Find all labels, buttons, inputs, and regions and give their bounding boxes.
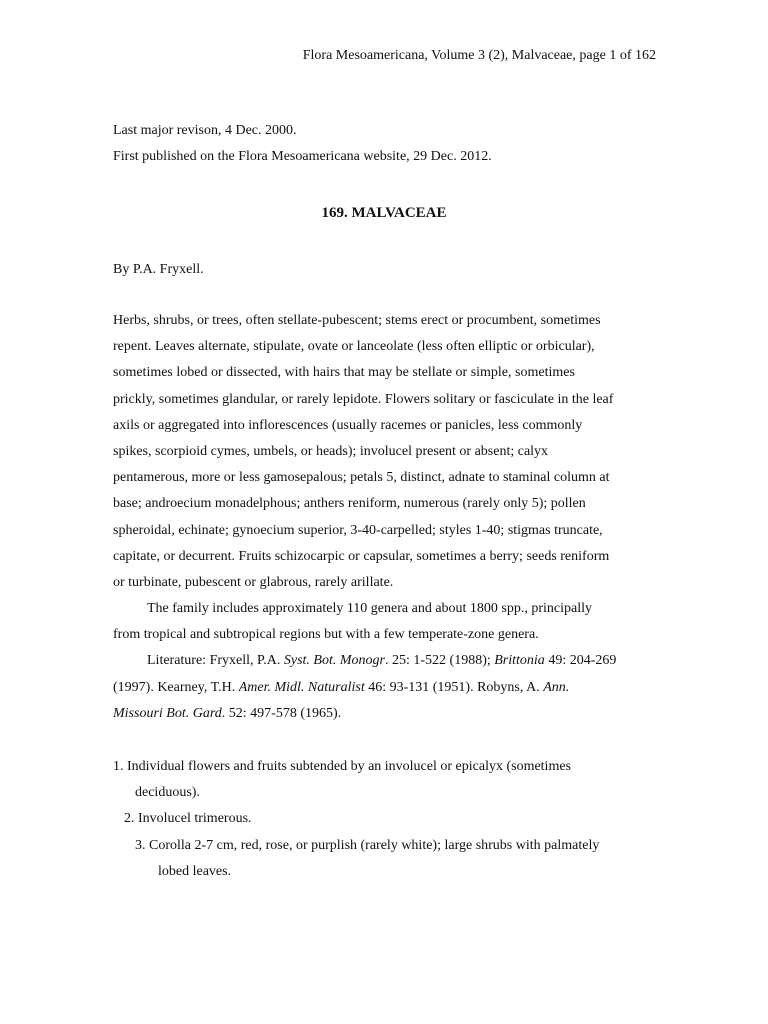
description-line: prickly, sometimes glandular, or rarely lepidote. Flowers solitary or fasciculate in the leaf <box>113 391 614 407</box>
distribution-line: The family includes approximately 110 genera and about 1800 spp., principally <box>147 601 593 617</box>
key-couplet-3-cont: lobed leaves. <box>158 863 232 879</box>
revision-date: Last major revison, 4 Dec. 2000. <box>113 123 297 138</box>
journal-title: Amer. Midl. Naturalist <box>238 679 365 695</box>
publication-date: First published on the Flora Mesoamericana website, 29 Dec. 2012. <box>113 149 492 164</box>
journal-title: Brittonia <box>494 653 545 669</box>
description-line: spikes, scorpioid cymes, umbels, or heads); involucel present or absent; calyx <box>113 443 549 459</box>
description-line: base; androecium monadelphous; anthers reniform, numerous (rarely only 5); pollen <box>113 496 586 512</box>
family-title: 169. MALVACEAE <box>321 205 447 221</box>
revision-info <box>113 118 492 170</box>
description-line: Herbs, shrubs, or trees, often stellate-pubescent; stems erect or procumbent, sometimes <box>113 313 601 328</box>
key-couplet-1: 1. Individual flowers and fruits subtended by an involucel or epicalyx (sometimes <box>113 759 572 774</box>
literature-text: 49: 204-269 <box>544 653 617 669</box>
description-line: or turbinate, pubescent or glabrous, rarely arillate. <box>113 574 394 590</box>
key-couplet-1-cont: deciduous). <box>135 785 200 801</box>
running-header: Flora Mesoamericana, Volume 3 (2), Malvaceae, page 1 of 162 <box>302 48 656 63</box>
description-line: repent. Leaves alternate, stipulate, ovate or lanceolate (less often elliptic or orbicular), <box>113 339 595 355</box>
distribution-line: from tropical and subtropical regions but with a few temperate-zone genera. <box>113 627 539 643</box>
literature-text: (1997). Kearney, T.H. <box>113 679 239 695</box>
journal-title: Ann. <box>543 679 570 695</box>
literature-text: . 52: 497-578 (1965). <box>221 705 342 721</box>
family-description <box>113 308 658 727</box>
literature-line <box>113 648 658 674</box>
identification-key <box>113 754 658 885</box>
description-line: capitate, or decurrent. Fruits schizocarpic or capsular, sometimes a berry; seeds reniform <box>113 548 610 564</box>
literature-line <box>113 701 658 727</box>
literature-line <box>113 675 658 701</box>
author-line: By P.A. Fryxell. <box>113 262 204 277</box>
literature-text: Literature: Fryxell, P.A. <box>147 653 284 669</box>
journal-title: Syst. Bot. Monogr <box>283 653 385 669</box>
description-line: spheroidal, echinate; gynoecium superior, 3-40-carpelled; styles 1-40; stigmas truncate, <box>113 522 603 538</box>
key-couplet-3: 3. Corolla 2-7 cm, red, rose, or purplish (rarely white); large shrubs with palmately <box>135 837 600 853</box>
literature-text: . 25: 1-522 (1988); <box>384 653 495 669</box>
key-couplet-2: 2. Involucel trimerous. <box>124 811 252 827</box>
journal-title: Missouri Bot. Gard <box>113 705 222 721</box>
description-line: sometimes lobed or dissected, with hairs that may be stellate or simple, sometimes <box>113 365 575 381</box>
description-line: axils or aggregated into inflorescences (usually racemes or panicles, less commonly <box>113 417 583 433</box>
literature-text: 46: 93-131 (1951). Robyns, A. <box>364 679 544 695</box>
description-line: pentamerous, more or less gamosepalous; petals 5, distinct, adnate to staminal column at <box>113 470 610 486</box>
